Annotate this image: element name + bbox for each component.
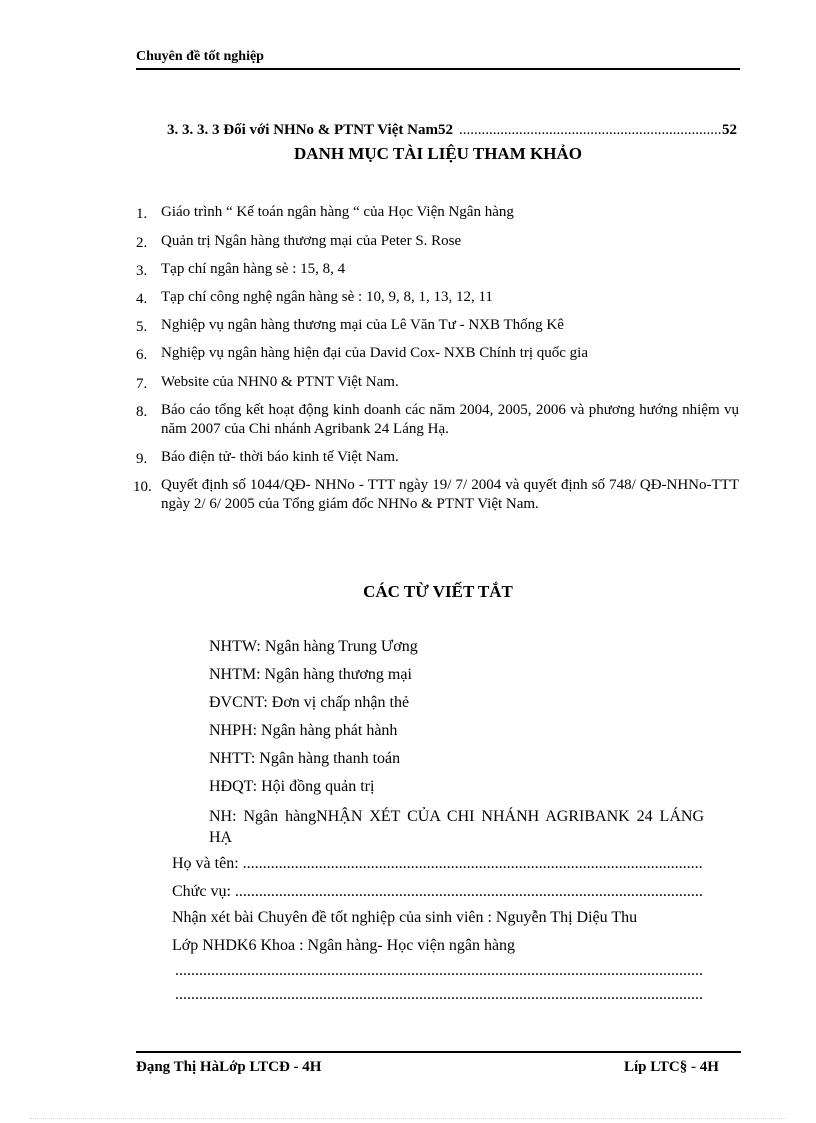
abbreviation-item: NHPH: Ngân hàng phát hành [209,722,398,739]
footer-rule [136,1051,741,1053]
reference-number: 10. [133,479,152,495]
reference-text: Nghiệp vụ ngân hàng thương mại của Lê Văn Tư - NXB Thống Kê [161,317,564,333]
reference-text: Website của NHN0 & PTNT Việt Nam. [161,374,399,390]
reference-number: 3. [136,263,148,279]
reference-number: 8. [136,404,148,420]
page-bottom-dotted-border [30,1118,786,1119]
reference-text: Tạp chí công nghệ ngân hàng sè : 10, 9, 8, 1, 13, 12, 11 [161,289,493,305]
reference-text: Báo điện tử- thời báo kinh tế Việt Nam. [161,449,399,465]
name-line [172,855,702,873]
name-label: Họ và tên: [172,855,239,872]
reference-number: 1. [136,206,148,222]
toc-entry-text: 3. 3. 3. 3 Đối với NHNo & PTNT Việt Nam52 [167,122,453,138]
references-title: DANH MỤC TÀI LIỆU THAM KHẢO [294,144,582,163]
reference-number: 4. [136,291,148,307]
comment-line: Nhận xét bài Chuyên đề tốt nghiệp của sinh viên : Nguyễn Thị Diệu Thu [172,909,638,926]
abbreviation-item: NHTM: Ngân hàng thương mại [209,666,412,683]
dotted-field [175,962,702,980]
abbreviations-title: CÁC TỪ VIẾT TẮT [363,582,513,601]
reference-number: 2. [136,235,148,251]
toc-leader-dots [453,122,722,139]
reference-text: Quản trị Ngân hàng thương mại của Peter S. Rose [161,233,462,249]
reference-text: Giáo trình “ Kế toán ngân hàng “ của Học Viện Ngân hàng [161,204,514,220]
toc-entry-page: 52 [722,122,737,138]
reference-text: Quyết định số 1044/QĐ- NHNo - TTT ngày 19/ 7/ 2004 và quyết định số 748/ QĐ-NHNo-TTT ngày 2/ 6/ 2005 của Tổng giám đốc NHNo & PTNT Việt Nam. [161,477,739,512]
reference-text: Nghiệp vụ ngân hàng hiện đại của David Cox- NXB Chính trị quốc gia [161,345,589,361]
abbreviation-item: HĐQT: Hội đồng quản trị [209,778,375,795]
reference-number: 9. [136,451,148,467]
reference-number: 6. [136,347,148,363]
reference-number: 5. [136,319,148,335]
dotted-line [175,962,702,980]
dotted-line [175,986,702,1004]
name-dotted-field [243,855,702,873]
header-rule [136,68,740,70]
footer-left-text: Đạng Thị HàLớp LTCĐ - 4H [136,1059,322,1075]
footer-right-text: Líp LTC§ - 4H [624,1059,719,1075]
toc-entry [167,122,737,139]
reference-text: Tạp chí ngân hàng sè : 15, 8, 4 [161,261,346,277]
position-dotted-field [235,883,702,901]
abbreviation-item: ĐVCNT: Đơn vị chấp nhận thẻ [209,694,410,711]
header-title: Chuyên đề tốt nghiệp [136,49,264,64]
class-line: Lớp NHDK6 Khoa : Ngân hàng- Học viện ngân hàng [172,937,516,954]
abbreviation-item: NHTT: Ngân hàng thanh toán [209,750,401,767]
position-line [172,883,702,901]
position-label: Chức vụ: [172,883,231,900]
dotted-field [175,986,702,1004]
reference-text: Báo cáo tổng kết hoạt động kinh doanh các năm 2004, 2005, 2006 và phương hướng nhiệm vụ năm 2007 của Chi nhánh Agribank 24 Láng Hạ. [161,402,739,437]
reference-number: 7. [136,376,148,392]
abbreviation-item: NHTW: Ngân hàng Trung Ương [209,638,418,655]
abbreviation-item-merged-heading: NH: Ngân hàngNHẬN XÉT CỦA CHI NHÁNH AGRIBANK 24 LÁNG HẠ [209,808,704,846]
